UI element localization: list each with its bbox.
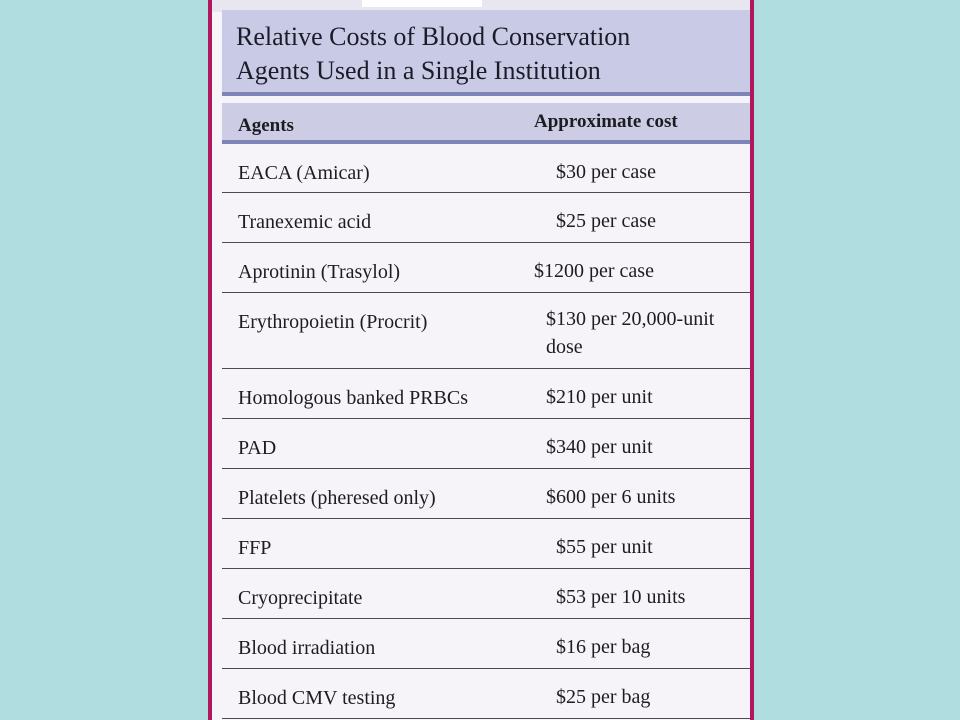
cost-cell: $53 per 10 units xyxy=(556,586,686,608)
cost-cell: $340 per unit xyxy=(546,436,653,458)
cost-cell: $210 per unit xyxy=(546,386,653,408)
cost-cell: $55 per unit xyxy=(556,536,653,558)
header-agents: Agents xyxy=(238,115,294,136)
table-row xyxy=(222,193,750,243)
agent-cell: PAD xyxy=(238,437,277,459)
table-row xyxy=(222,469,750,519)
agent-cell: Cryoprecipitate xyxy=(238,587,363,609)
agent-cell: FFP xyxy=(238,537,272,559)
table-row xyxy=(222,243,750,293)
agent-cell: Aprotinin (Trasylol) xyxy=(238,261,401,283)
table-row xyxy=(222,669,750,719)
table-row xyxy=(222,293,750,369)
agent-cell: Homologous banked PRBCs xyxy=(238,387,469,409)
table-header xyxy=(222,103,750,144)
table-row xyxy=(222,144,750,193)
document-page xyxy=(208,0,754,720)
agent-cell: Erythropoietin (Procrit) xyxy=(238,311,428,333)
cost-cell: $30 per case xyxy=(556,161,656,183)
cost-cell: $16 per bag xyxy=(556,636,651,658)
title-band xyxy=(222,10,750,96)
agent-cell: Platelets (pheresed only) xyxy=(238,487,436,509)
table-body xyxy=(222,144,750,719)
cost-cell: $25 per case xyxy=(556,210,656,232)
agent-cell: Blood irradiation xyxy=(238,637,376,659)
agent-cell: Blood CMV testing xyxy=(238,687,396,709)
table-row xyxy=(222,569,750,619)
page-tab xyxy=(362,0,482,7)
cost-cell: $600 per 6 units xyxy=(546,486,676,508)
agent-cell: Tranexemic acid xyxy=(238,211,372,233)
table-row xyxy=(222,619,750,669)
table-row xyxy=(222,369,750,419)
cost-cell: $1200 per case xyxy=(534,260,654,282)
cost-cell: $130 per 20,000-unit dose xyxy=(546,308,715,358)
table-row xyxy=(222,519,750,569)
cost-cell: $25 per bag xyxy=(556,686,651,708)
header-approximate-cost: Approximate cost xyxy=(534,111,678,132)
agent-cell: EACA (Amicar) xyxy=(238,162,370,184)
table-row xyxy=(222,419,750,469)
table-title: Relative Costs of Blood Conservation Agents Used in a Single Institution xyxy=(236,22,631,85)
